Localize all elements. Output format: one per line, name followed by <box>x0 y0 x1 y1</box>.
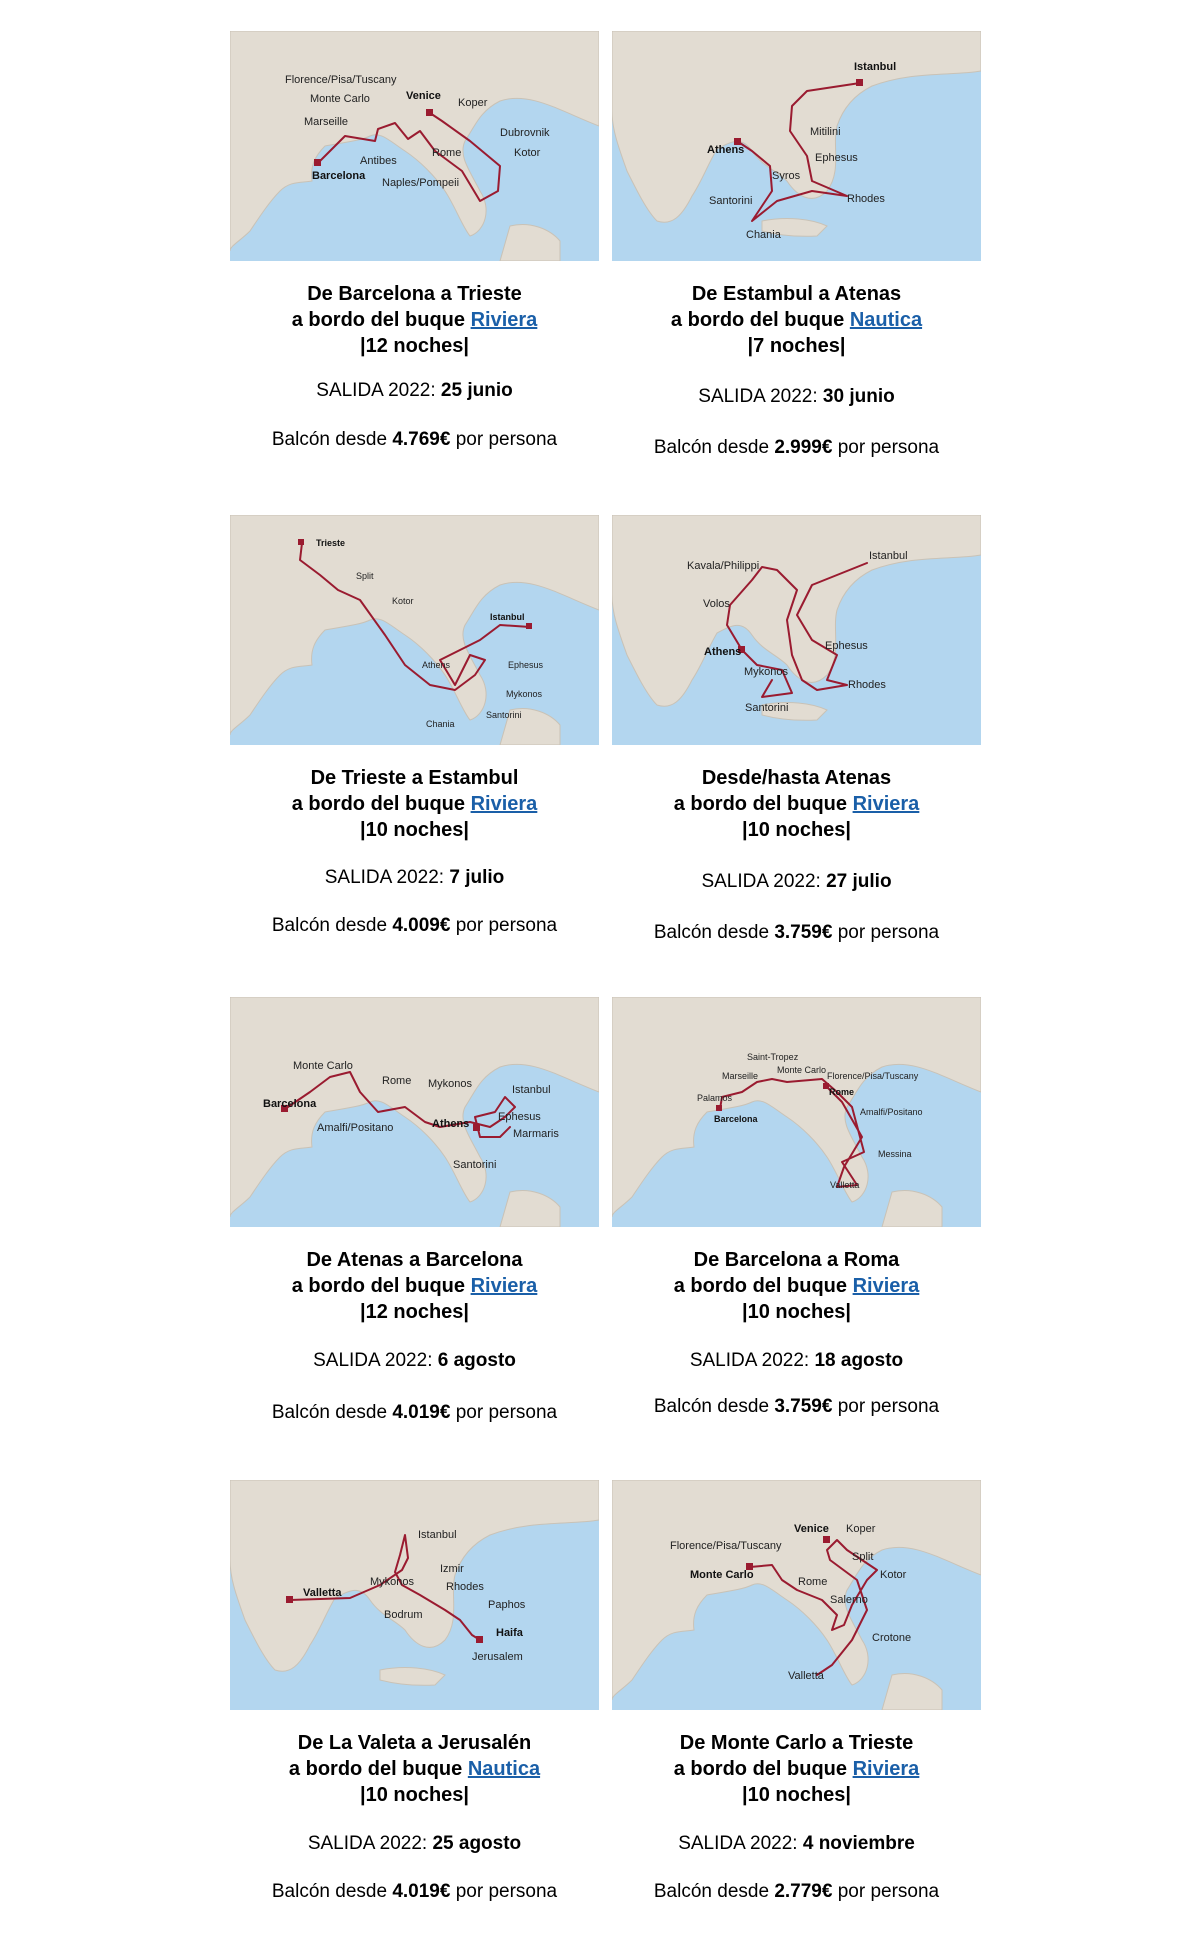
cruise-title-block <box>230 765 599 843</box>
map-label: Paphos <box>488 1599 526 1611</box>
price-value: 4.019€ <box>392 1881 451 1902</box>
departure-date: 25 junio <box>440 380 513 401</box>
ship-line: a bordo del buque Riviera <box>673 1758 920 1780</box>
map-label: Santorini <box>486 710 522 720</box>
price-value: 3.759€ <box>774 922 833 943</box>
departure-line: SALIDA 2022: 6 agosto <box>313 1350 516 1371</box>
route-map-trieste-estambul[interactable] <box>230 515 599 745</box>
cruise-card <box>612 515 981 943</box>
map-label: Barcelona <box>714 1114 758 1124</box>
departure-line: SALIDA 2022: 7 julio <box>324 867 505 888</box>
departure-date: 4 noviembre <box>802 1833 915 1854</box>
price-value: 4.009€ <box>392 915 451 936</box>
departure-date: 6 agosto <box>437 1350 516 1371</box>
map-label: Amalfi/Positano <box>317 1122 394 1134</box>
ship-link[interactable]: Riviera <box>470 309 538 331</box>
price-line: Balcón desde 4.019€ por persona <box>271 1402 558 1423</box>
price-line: Balcón desde 2.779€ por persona <box>653 1881 940 1902</box>
price-line: Balcón desde 3.759€ por persona <box>653 1396 940 1417</box>
map-label: Amalfi/Positano <box>860 1107 923 1117</box>
map-label: Ephesus <box>498 1111 541 1123</box>
cruise-card <box>612 997 981 1417</box>
route-map-barcelona-roma[interactable] <box>612 997 981 1227</box>
ship-link[interactable]: Riviera <box>852 1275 920 1297</box>
map-label: Palamos <box>697 1093 733 1103</box>
map-label: Volos <box>703 598 730 610</box>
map-label: Barcelona <box>312 170 366 182</box>
map-label: Syros <box>772 170 801 182</box>
ship-link[interactable]: Riviera <box>470 1275 538 1297</box>
price-value: 4.019€ <box>392 1402 451 1423</box>
map-label: Athens <box>422 660 451 670</box>
map-label: Kotor <box>392 596 414 606</box>
map-label: Monte Carlo <box>310 93 370 105</box>
map-label: Naples/Pompeii <box>382 177 460 189</box>
map-label: Marmaris <box>513 1128 559 1140</box>
price-line: Balcón desde 4.019€ por persona <box>271 1881 558 1902</box>
map-label: Ephesus <box>815 152 858 164</box>
cruise-nights: |7 noches| <box>747 335 846 357</box>
route-map-montecarlo-trieste[interactable] <box>612 1480 981 1710</box>
ship-link[interactable]: Riviera <box>852 1758 920 1780</box>
map-label: Valletta <box>788 1670 824 1682</box>
map-label: Athens <box>432 1118 470 1130</box>
cruise-title-block <box>230 1730 599 1808</box>
map-label: Dubrovnik <box>500 127 550 139</box>
cruise-title-block <box>612 765 981 843</box>
ship-link[interactable]: Riviera <box>470 793 538 815</box>
cruise-title-block <box>612 1730 981 1808</box>
departure-line: SALIDA 2022: 4 noviembre <box>678 1833 915 1854</box>
cruise-nights: |12 noches| <box>359 1301 469 1323</box>
price-value: 2.779€ <box>774 1881 833 1902</box>
map-label: Jerusalem <box>472 1651 523 1663</box>
ship-line: a bordo del buque Riviera <box>673 1275 920 1297</box>
map-label: Istanbul <box>854 61 897 73</box>
map-label: Florence/Pisa/Tuscany <box>285 74 397 86</box>
map-label: Mykonos <box>506 689 543 699</box>
departure-line: SALIDA 2022: 18 agosto <box>689 1350 904 1371</box>
cruise-title-block <box>612 1247 981 1325</box>
ship-link[interactable]: Riviera <box>852 793 920 815</box>
map-label: Koper <box>846 1523 876 1535</box>
cruise-card <box>230 31 599 450</box>
cruise-nights: |10 noches| <box>741 819 851 841</box>
map-label: Istanbul <box>512 1084 551 1096</box>
departure-line: SALIDA 2022: 25 junio <box>316 380 513 401</box>
map-label: Salerno <box>830 1594 868 1606</box>
ship-line: a bordo del buque Riviera <box>673 793 920 815</box>
cruise-card <box>230 1480 599 1902</box>
map-label: Rome <box>382 1075 412 1087</box>
price-line: Balcón desde 4.769€ por persona <box>271 429 558 450</box>
map-label: Istanbul <box>490 612 525 622</box>
map-label: Florence/Pisa/Tuscany <box>827 1071 919 1081</box>
route-map-valeta-jerusalen[interactable] <box>230 1480 599 1710</box>
cruise-title: De Barcelona a Roma <box>693 1249 900 1271</box>
price-value: 3.759€ <box>774 1396 833 1417</box>
map-label: Istanbul <box>869 550 908 562</box>
cruise-title: De Atenas a Barcelona <box>306 1249 523 1271</box>
map-label: Rhodes <box>446 1581 484 1593</box>
cruise-card <box>612 31 981 458</box>
map-label: Valletta <box>303 1587 342 1599</box>
map-label: Kavala/Philippi <box>687 560 760 572</box>
map-label: Bodrum <box>384 1609 423 1621</box>
ship-link[interactable]: Nautica <box>467 1758 541 1780</box>
cruise-title: Desde/hasta Atenas <box>701 767 892 789</box>
price-line: Balcón desde 3.759€ por persona <box>653 922 940 943</box>
departure-date: 25 agosto <box>432 1833 522 1854</box>
ship-link[interactable]: Nautica <box>849 309 923 331</box>
map-label: Ephesus <box>825 640 868 652</box>
price-line: Balcón desde 2.999€ por persona <box>653 437 940 458</box>
map-label: Santorini <box>745 702 789 714</box>
map-label: Athens <box>704 646 742 658</box>
map-label: Rhodes <box>847 193 885 205</box>
cruise-nights: |10 noches| <box>741 1784 851 1806</box>
map-label: Marseille <box>304 116 349 128</box>
cruise-nights: |12 noches| <box>359 335 469 357</box>
departure-line: SALIDA 2022: 30 junio <box>698 386 895 407</box>
map-label: Rome <box>798 1576 828 1588</box>
map-label: Venice <box>794 1523 829 1535</box>
price-value: 4.769€ <box>392 429 451 450</box>
ship-line: a bordo del buque Nautica <box>670 309 923 331</box>
map-label: Athens <box>707 144 745 156</box>
map-label: Florence/Pisa/Tuscany <box>670 1540 782 1552</box>
map-label: Valletta <box>830 1180 860 1190</box>
map-label: Kotor <box>514 147 541 159</box>
map-label: Koper <box>458 97 488 109</box>
map-label: Messina <box>878 1149 912 1159</box>
map-label: Saint-Tropez <box>747 1052 799 1062</box>
map-label: Split <box>356 571 374 581</box>
cruise-nights: |10 noches| <box>741 1301 851 1323</box>
departure-line: SALIDA 2022: 25 agosto <box>307 1833 522 1854</box>
map-label: Monte Carlo <box>777 1065 827 1075</box>
map-label: Santorini <box>709 195 753 207</box>
departure-date: 30 junio <box>822 386 895 407</box>
price-line: Balcón desde 4.009€ por persona <box>271 915 558 936</box>
departure-date: 18 agosto <box>814 1350 904 1371</box>
route-map-atenas[interactable] <box>612 515 981 745</box>
map-label: Santorini <box>453 1159 497 1171</box>
ship-line: a bordo del buque Riviera <box>291 1275 538 1297</box>
map-label: Ephesus <box>508 660 544 670</box>
cruise-title-block <box>612 281 981 359</box>
map-label: Rome <box>432 147 462 159</box>
route-map-estambul-atenas[interactable] <box>612 31 981 261</box>
map-label: Haifa <box>496 1627 523 1639</box>
map-label: Monte Carlo <box>293 1060 353 1072</box>
map-label: Venice <box>406 90 441 102</box>
map-label: Izmir <box>440 1563 464 1575</box>
cruise-title: De Monte Carlo a Trieste <box>679 1732 914 1754</box>
departure-date: 7 julio <box>449 867 505 888</box>
price-value: 2.999€ <box>774 437 833 458</box>
cruise-title: De Barcelona a Trieste <box>307 283 522 305</box>
map-label: Split <box>852 1551 874 1563</box>
departure-date: 27 julio <box>826 871 892 892</box>
map-label: Chania <box>426 719 455 729</box>
ship-line: a bordo del buque Riviera <box>291 309 538 331</box>
cruise-title-block <box>230 1247 599 1325</box>
route-map-atenas-barcelona[interactable] <box>230 997 599 1227</box>
cruise-title-block <box>230 281 599 359</box>
map-label: Istanbul <box>418 1529 457 1541</box>
map-label: Monte Carlo <box>690 1569 754 1581</box>
ship-line: a bordo del buque Nautica <box>288 1758 541 1780</box>
cruise-card <box>612 1480 981 1902</box>
map-label: Mykonos <box>744 666 789 678</box>
map-label: Marseille <box>722 1071 759 1081</box>
map-label: Mitilini <box>810 126 841 138</box>
cruise-card <box>230 515 599 936</box>
cruise-card <box>230 997 599 1423</box>
cruise-title: De Estambul a Atenas <box>691 283 902 305</box>
map-label: Rome <box>829 1087 855 1097</box>
departure-line: SALIDA 2022: 27 julio <box>701 871 892 892</box>
map-label: Antibes <box>360 155 397 167</box>
ship-line: a bordo del buque Riviera <box>291 793 538 815</box>
map-label: Mykonos <box>428 1078 473 1090</box>
map-label: Crotone <box>872 1632 912 1644</box>
cruise-nights: |10 noches| <box>359 1784 469 1806</box>
map-label: Mykonos <box>370 1576 415 1588</box>
map-label: Chania <box>746 229 781 241</box>
map-label: Rhodes <box>848 679 886 691</box>
cruise-nights: |10 noches| <box>359 819 469 841</box>
map-label: Barcelona <box>263 1098 317 1110</box>
cruise-title: De La Valeta a Jerusalén <box>297 1732 532 1754</box>
map-label: Kotor <box>880 1569 907 1581</box>
route-map-barcelona-trieste[interactable] <box>230 31 599 261</box>
map-label: Trieste <box>316 538 346 548</box>
cruise-title: De Trieste a Estambul <box>310 767 519 789</box>
